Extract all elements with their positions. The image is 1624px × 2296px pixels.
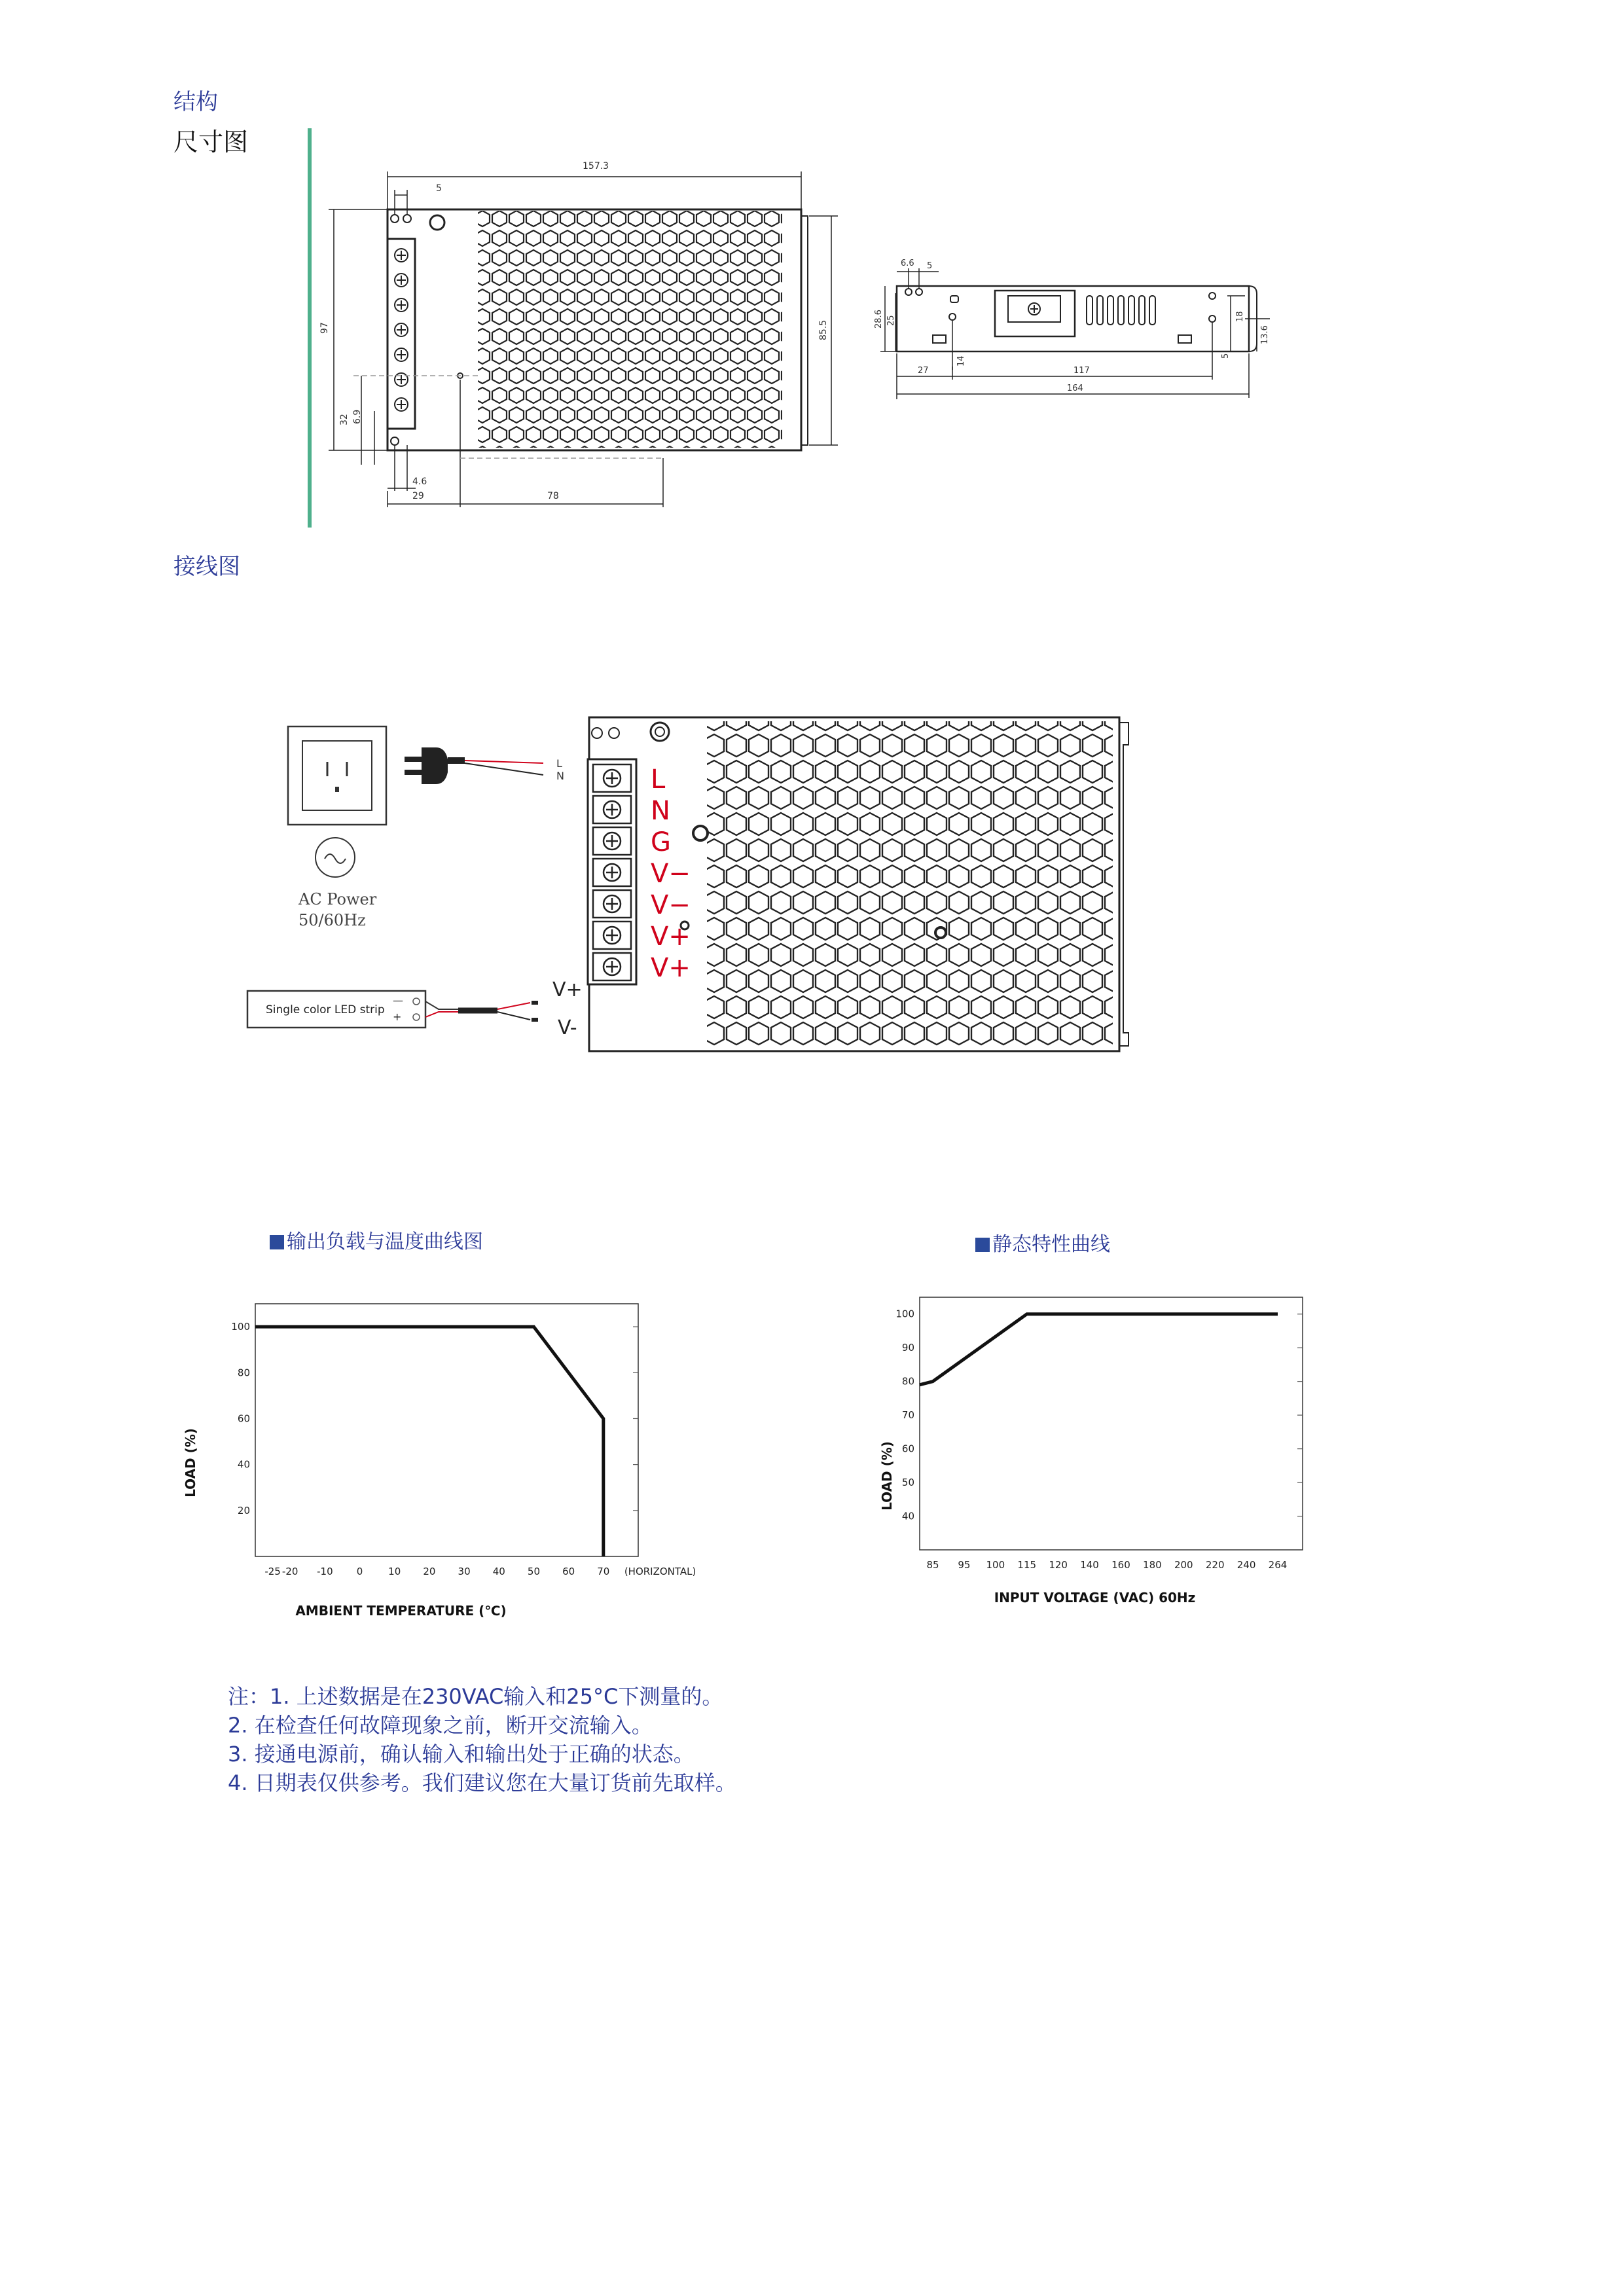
x-tick-label: 60 [562, 1566, 575, 1577]
x-tick-label: 30 [458, 1566, 471, 1577]
y-tick-label: 40 [237, 1458, 250, 1471]
output-vminus-label: V- [558, 1016, 577, 1039]
terminal-label-n: N [651, 796, 670, 826]
dim-side-height-a: 28.6 [874, 310, 884, 329]
chart-title-static: 静态特性曲线 [975, 1228, 1110, 1257]
x-tick-label: -10 [317, 1566, 333, 1577]
x-tick-label: 180 [1143, 1559, 1162, 1571]
dim-side-top-b: 5 [927, 261, 933, 271]
dim-side-top-a: 6.6 [901, 259, 914, 268]
terminal-label-vplus-2: V+ [651, 953, 691, 983]
dimension-drawing [321, 151, 1329, 517]
y-tick-label: 60 [237, 1412, 250, 1425]
plug-n-label: N [556, 770, 564, 782]
x-axis-label: INPUT VOLTAGE (VAC) 60Hz [994, 1590, 1196, 1605]
x-axis-note: (HORIZONTAL) [624, 1566, 696, 1577]
dim-width: 157.3 [583, 161, 609, 171]
x-tick-label: 160 [1111, 1559, 1130, 1571]
dim-side-mid-a: 14 [956, 355, 966, 367]
note-item: 3. 接通电源前，确认输入和输出处于正确的状态。 [228, 1742, 695, 1767]
plot-area [920, 1297, 1303, 1550]
dim-side-right-c: 5 [1221, 353, 1231, 359]
note-item: 注：1. 上述数据是在230VAC输入和25°C下测量的。 [228, 1684, 723, 1709]
dim-hole-a: 32 [339, 414, 350, 425]
note-item: 4. 日期表仅供参考。我们建议您在大量订货前先取样。 [228, 1770, 736, 1795]
x-tick-label: 115 [1017, 1559, 1037, 1571]
x-tick-label: 120 [1049, 1559, 1068, 1571]
y-tick-label: 50 [901, 1477, 914, 1489]
bullet-square-icon [270, 1235, 284, 1249]
dim-side-right-a: 18 [1235, 311, 1245, 322]
plug-icon [405, 747, 543, 784]
led-minus-label: — [393, 994, 403, 1007]
ac-outlet [288, 726, 386, 877]
terminal-label-l: L [651, 764, 666, 795]
y-tick-label: 20 [237, 1504, 250, 1516]
x-tick-label: 140 [1080, 1559, 1099, 1571]
dim-side-bottom-b: 117 [1074, 366, 1090, 376]
x-tick-label: 264 [1268, 1559, 1288, 1571]
ac-freq-label: 50/60Hz [298, 911, 366, 929]
x-tick-label: 70 [597, 1566, 610, 1577]
y-axis-label: LOAD (%) [879, 1441, 895, 1511]
x-tick-label: 20 [423, 1566, 436, 1577]
dim-bottom-a: 4.6 [412, 476, 427, 487]
chart-title-derating: 输出负载与温度曲线图 [270, 1225, 483, 1254]
led-strip-label: Single color LED strip [266, 1003, 385, 1016]
y-tick-label: 80 [901, 1375, 914, 1388]
led-plus-label: + [393, 1011, 402, 1023]
y-tick-label: 90 [901, 1342, 914, 1354]
section-title-dimension: 尺寸图 [173, 128, 249, 156]
dim-side-height-b: 25 [886, 315, 896, 326]
derating-chart [170, 1289, 759, 1630]
dim-inner-height: 85.5 [818, 319, 829, 340]
x-tick-label: 50 [527, 1566, 541, 1577]
y-tick-label: 40 [901, 1510, 914, 1522]
x-tick-label: 40 [492, 1566, 505, 1577]
terminal-label-vminus-2: V− [651, 890, 691, 920]
x-tick-label: -25 [264, 1566, 281, 1577]
x-axis-label: AMBIENT TEMPERATURE (℃) [295, 1603, 507, 1619]
x-tick-label: 200 [1174, 1559, 1193, 1571]
static-characteristic-chart [864, 1283, 1362, 1623]
y-tick-label: 100 [231, 1321, 250, 1333]
x-tick-label: -20 [281, 1566, 298, 1577]
dim-side-bottom-a: 27 [918, 366, 929, 376]
output-vplus-label: V+ [552, 978, 583, 1001]
y-tick-label: 60 [901, 1443, 914, 1455]
x-tick-label: 100 [986, 1559, 1005, 1571]
y-tick-label: 70 [901, 1409, 914, 1422]
x-tick-label: 95 [958, 1559, 971, 1571]
section-title-wiring: 接线图 [173, 554, 240, 580]
power-supply-front [588, 717, 1128, 1051]
note-item: 2. 在检查任何故障现象之前，断开交流输入。 [228, 1713, 653, 1738]
dim-hole-b: 6.9 [352, 409, 363, 424]
dim-side-total: 164 [1067, 384, 1083, 393]
dim-side-right-b: 13.6 [1260, 325, 1270, 344]
wiring-diagram [236, 707, 1152, 1060]
y-tick-label: 100 [895, 1308, 914, 1320]
dim-bottom-span: 78 [547, 491, 559, 501]
section-title-structure: 结构 [173, 89, 218, 115]
notes-block [228, 1682, 736, 1797]
side-view [874, 259, 1270, 399]
x-tick-label: 10 [388, 1566, 401, 1577]
ac-power-label: AC Power [298, 890, 377, 908]
x-tick-label: 220 [1205, 1559, 1225, 1571]
terminal-label-g: G [651, 827, 671, 857]
green-divider [308, 128, 312, 528]
y-axis-label: LOAD (%) [183, 1428, 198, 1498]
dim-bottom-b: 29 [412, 491, 424, 501]
front-view [319, 161, 838, 507]
terminal-label-vplus-1: V+ [651, 922, 691, 952]
dim-height: 97 [319, 322, 330, 334]
led-strip [247, 991, 538, 1028]
x-tick-label: 240 [1236, 1559, 1256, 1571]
x-tick-label: 85 [926, 1559, 939, 1571]
plot-area [255, 1304, 638, 1556]
x-tick-label: 0 [356, 1566, 363, 1577]
dim-top-offset: 5 [436, 183, 442, 194]
bullet-square-icon [975, 1238, 990, 1252]
y-tick-label: 80 [237, 1367, 250, 1379]
terminal-label-vminus-1: V− [651, 859, 691, 889]
plug-l-label: L [556, 757, 562, 770]
